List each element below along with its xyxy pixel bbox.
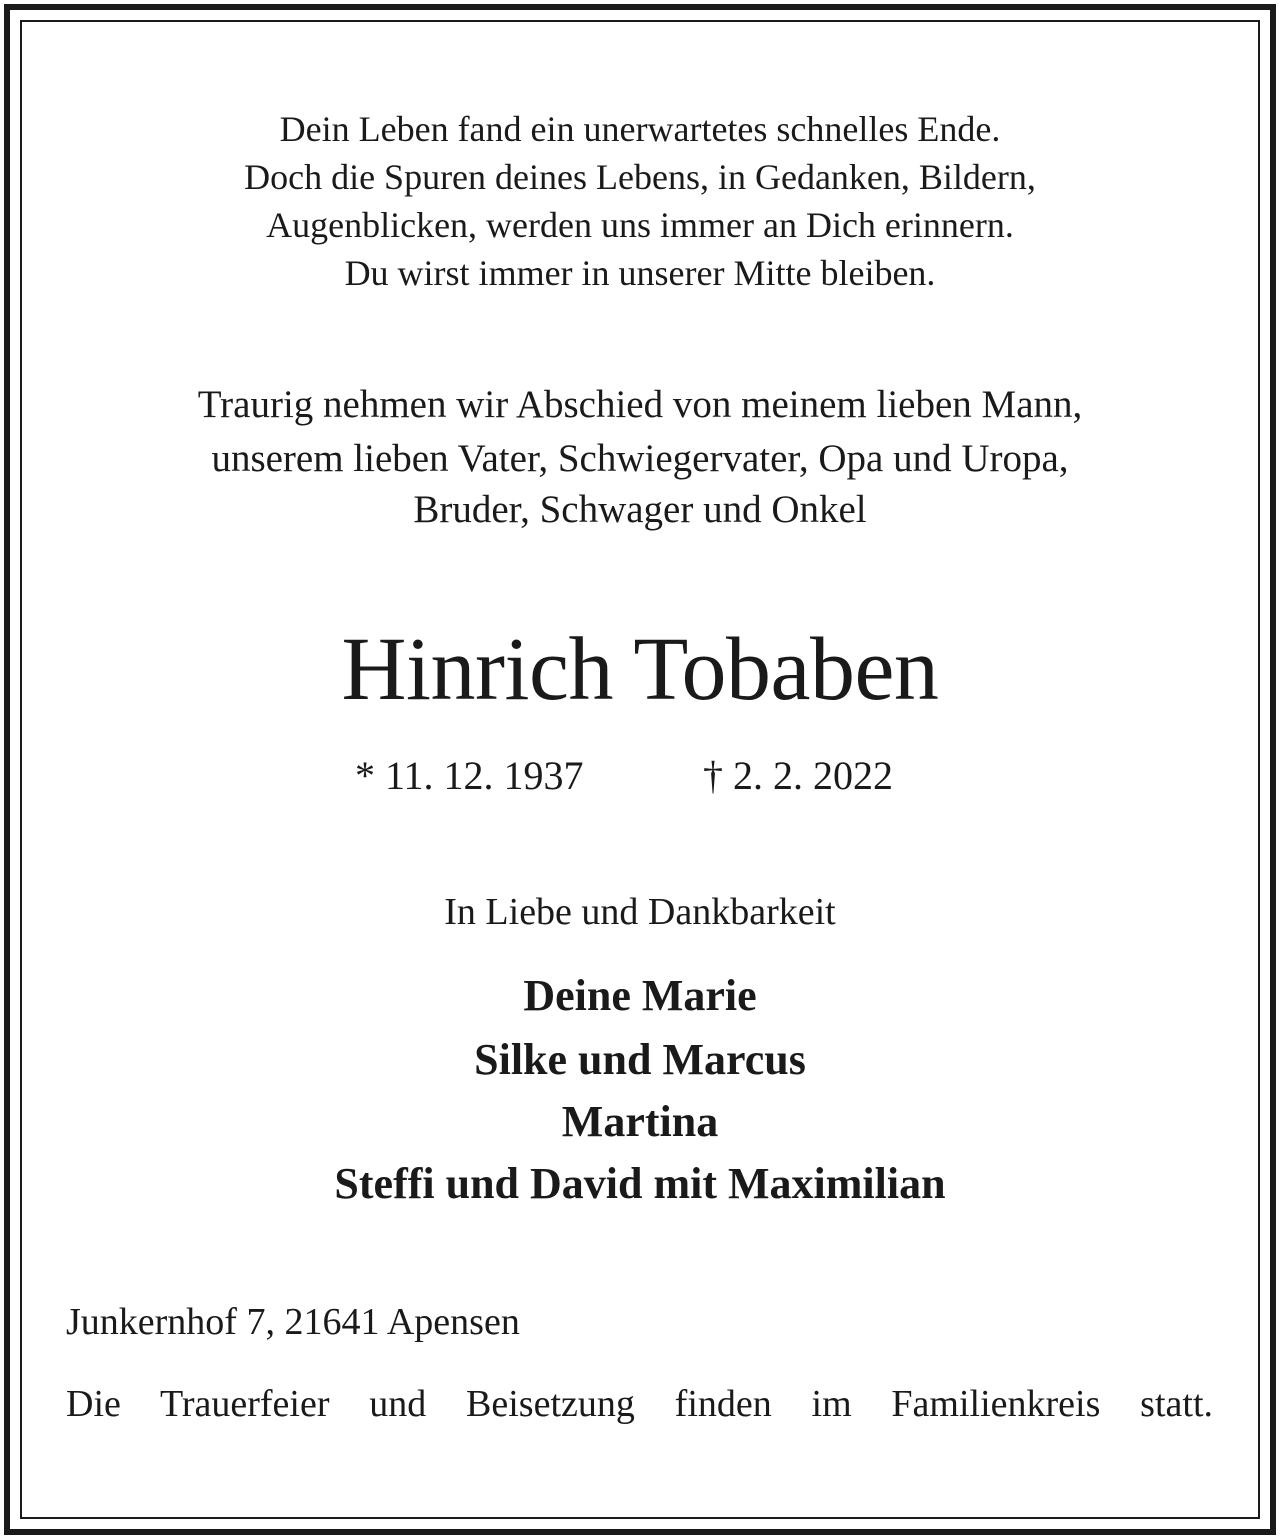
- birth-date: * 11. 12. 1937: [355, 753, 584, 798]
- ceremony-note: Die Trauerfeier und Beisetzung finden im Familienkreis statt.: [66, 1383, 1213, 1425]
- deceased-name: Hinrich Tobaben: [341, 620, 939, 719]
- poem-line: Doch die Spuren deines Lebens, in Gedanken, Bildern,: [244, 157, 1036, 197]
- poem-line: Du wirst immer in unserer Mitte bleiben.: [344, 253, 936, 293]
- mourner-name: Steffi und David mit Maximilian: [334, 1159, 946, 1208]
- mourner-name: Silke und Marcus: [474, 1035, 806, 1084]
- intro-line: Traurig nehmen wir Abschied von meinem lieben Mann,: [197, 383, 1083, 426]
- closing-phrase: In Liebe und Dankbarkeit: [444, 891, 836, 933]
- mourner-name: Deine Marie: [523, 971, 757, 1020]
- death-date: † 2. 2. 2022: [703, 753, 893, 798]
- intro-line: Bruder, Schwager und Onkel: [413, 488, 867, 531]
- poem-line: Augenblicken, werden uns immer an Dich erinnern.: [266, 205, 1014, 245]
- mourner-name: Martina: [561, 1097, 719, 1146]
- address: Junkernhof 7, 21641 Apensen: [66, 1301, 520, 1343]
- poem-line: Dein Leben fand ein unerwartetes schnelles Ende.: [279, 109, 1001, 149]
- intro-line: unserem lieben Vater, Schwiegervater, Opa und Uropa,: [211, 437, 1069, 480]
